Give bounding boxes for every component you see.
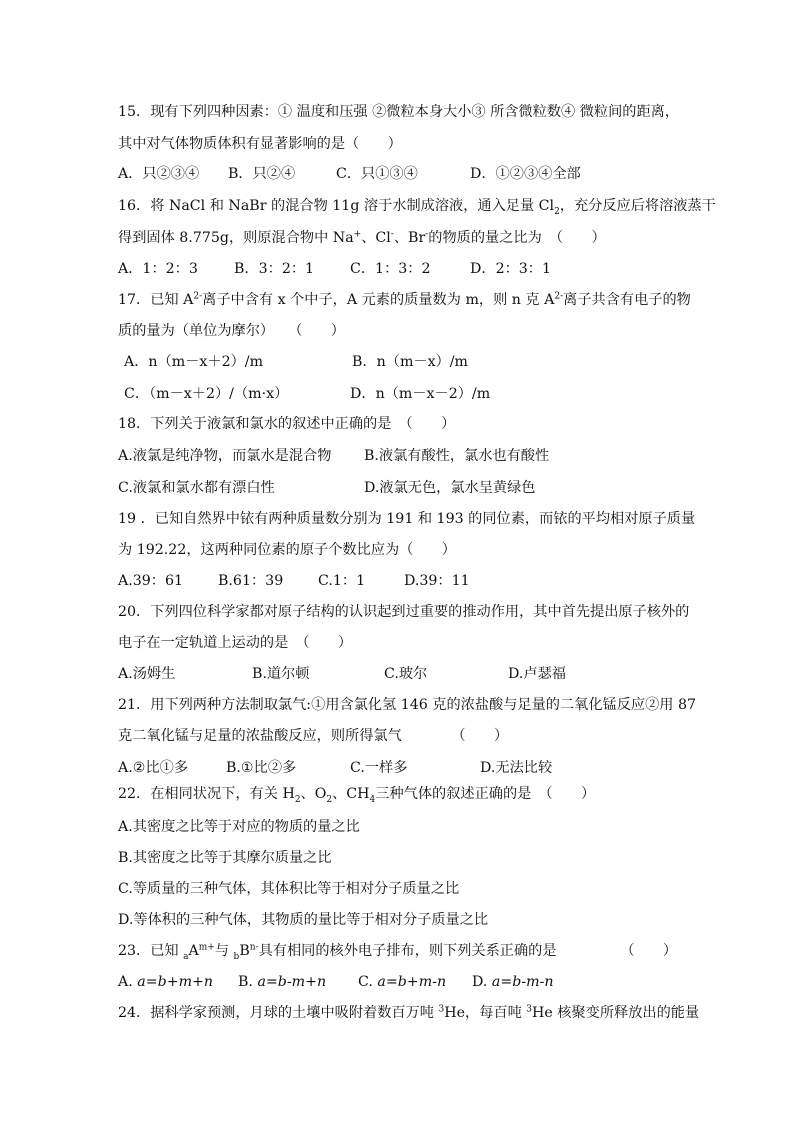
q21-option-c: C.一样多: [350, 760, 408, 776]
q24-text-b: He，每百吨: [444, 1005, 527, 1021]
q23-option-c-value: a=b+m-n: [377, 974, 447, 990]
q20-option-c: C.玻尔: [384, 666, 428, 682]
q24-line1: [118, 1003, 700, 1023]
q20-line2: 电子在一定轨道上运动的是 （ ）: [118, 635, 353, 651]
q24-sup1: 3: [438, 1004, 445, 1015]
q22-sub3: 4: [369, 794, 376, 805]
q23-option-b-value: a=b-m+n: [257, 974, 327, 990]
q23-option-c-label: C.: [358, 974, 378, 990]
q17-line1: [118, 290, 691, 310]
q17-text-a: 17．已知 A: [118, 292, 194, 308]
q22-text-c: 、CH: [332, 786, 370, 802]
q16-text-c: 得到固体 8.775g，则原混合物中 Na: [118, 230, 354, 246]
q24-sup2: 3: [526, 1004, 533, 1015]
q17-option-a: A．n（m－x＋2）/m: [124, 354, 264, 370]
q17-text-b: 离子中含有 x 个中子，A 元素的质量数为 m，则 n 克 A: [202, 292, 555, 308]
q18-option-d: D.液氯无色，氯水呈黄绿色: [364, 480, 536, 496]
q17-sup2: 2-: [554, 291, 564, 302]
q20-option-d: D.卢瑟福: [508, 666, 566, 682]
q23-option-b: [238, 972, 326, 992]
q21-option-b: B.①比②多: [226, 760, 297, 776]
q22-sub2: 2: [326, 794, 333, 805]
q22-option-a: A.其密度之比等于对应的物质的量之比: [118, 819, 360, 835]
q23-sup1: m+: [198, 942, 215, 953]
q16-sup1: +: [353, 229, 362, 240]
q23-text-d: B: [239, 943, 250, 959]
q23-option-a-value: a=b+m+n: [137, 974, 214, 990]
q16-sub: 2: [554, 206, 560, 217]
q15-line2: 其中对气体物质体积有显著影响的是（ ）: [118, 136, 402, 152]
q23-text-b: A: [188, 943, 199, 959]
q23-line1: [118, 941, 678, 961]
q22-text-d: 三种气体的叙述正确的是 （ ）: [375, 786, 596, 802]
q23-option-d: [472, 972, 554, 992]
q22-text-a: 22．在相同状况下，有关 H: [118, 786, 295, 802]
q23-option-c: [358, 972, 446, 992]
q17-option-d: D．n（m－x－2）/m: [350, 386, 491, 402]
q23-text-c: 与: [214, 943, 234, 959]
q23-sub2: b: [233, 951, 240, 962]
q24-text-c: He 核聚变所释放出的能量: [532, 1005, 700, 1021]
q23-text-e: 具有相同的核外电子排布，则下列关系正确的是 （ ）: [258, 943, 678, 959]
q15-line1: 15．现有下列四种因素：① 温度和压强 ②微粒本身大小③ 所含微粒数④ 微粒间的距离，: [118, 104, 680, 120]
q23-sup2: n-: [249, 942, 259, 953]
q16-text-a: 16．将 NaCl 和 NaBr 的混合物 11g 溶于水制成溶液，通入足量 Cl: [118, 198, 555, 214]
q24-text-a: 24．据科学家预测，月球的土壤中吸附着数百万吨: [118, 1005, 439, 1021]
q23-option-b-label: B.: [238, 974, 258, 990]
q16-line2: [118, 228, 678, 248]
q17-text-c: 离子共含有电子的物: [563, 292, 691, 308]
q16-sup2: -: [390, 229, 394, 240]
q19-option-a: A.39：61: [118, 573, 184, 589]
q16-text-b: ，充分反应后将溶液蒸干: [559, 198, 716, 214]
q16-text-d: 、Cl: [361, 230, 391, 246]
q23-option-a: [118, 972, 213, 992]
q17-line2: 质的量为（单位为摩尔） （ ）: [118, 323, 345, 339]
q18-option-c: C.液氯和氯水都有漂白性: [118, 480, 275, 496]
q16-option-b: B．3：2：1: [234, 261, 315, 277]
q20-option-a: A.汤姆生: [118, 666, 176, 682]
q18-option-b: B.液氯有酸性，氯水也有酸性: [364, 448, 550, 464]
q22-option-d: D.等体积的三种气体，其物质的量比等于相对分子质量之比: [118, 912, 489, 928]
q20-line1: 20．下列四位科学家都对原子结构的认识起到过重要的推动作用，其中首先提出原子核外的: [118, 604, 690, 620]
q21-option-d: D.无法比较: [480, 760, 553, 776]
q16-sup3: -: [425, 229, 429, 240]
q19-line2: 为 192.22，这两种同位素的原子个数比应为（ ）: [118, 542, 456, 558]
q19-line1: 19 ．已知自然界中铱有两种质量数分别为 191 和 193 的同位素，而铱的平均相对原子质量: [118, 511, 696, 527]
q22-option-c: C.等质量的三种气体，其体积比等于相对分子质量之比: [118, 881, 460, 897]
q16-text-f: 的物质的量之比为 （ ）: [428, 230, 606, 246]
q18-option-a: A.液氯是纯净物，而氯水是混合物: [118, 448, 332, 464]
q17-option-c: C．（m－x＋2）/（m·x）: [124, 386, 289, 402]
q16-line1: [118, 196, 716, 217]
q16-option-a: A．1：2：3: [118, 261, 198, 277]
q15-option-c: C．只①③④: [336, 166, 418, 182]
q16-option-d: D．2：3：1: [470, 261, 552, 277]
q17-sup1: 2-: [193, 291, 203, 302]
q19-option-c: C.1：1: [318, 573, 366, 589]
q21-line1: 21．用下列两种方法制取氯气:①用含氯化氢 146 克的浓盐酸与足量的二氧化锰反应②用 87: [118, 697, 697, 713]
q23-sub1: a: [183, 951, 189, 962]
q15-option-d: D．①②③④全部: [470, 166, 581, 182]
q19-option-d: D.39：11: [404, 573, 470, 589]
q16-text-e: 、Br: [393, 230, 426, 246]
q18-line1: 18．下列关于液氯和氯水的叙述中正确的是 （ ）: [118, 416, 456, 432]
q22-text-b: 、O: [300, 786, 327, 802]
q15-option-a: A．只②③④: [118, 166, 200, 182]
q19-option-b: B.61：39: [218, 573, 284, 589]
q22-option-b: B.其密度之比等于其摩尔质量之比: [118, 850, 332, 866]
q23-option-a-label: A.: [118, 974, 138, 990]
q22-sub1: 2: [294, 794, 301, 805]
q17-option-b: B．n（m－x）/m: [352, 354, 469, 370]
q21-line2: 克二氧化锰与足量的浓盐酸反应，则所得氯气 （ ）: [118, 728, 509, 744]
q23-text-a: 23．已知: [118, 943, 184, 959]
q20-option-b: B.道尔顿: [252, 666, 310, 682]
q23-option-d-label: D.: [472, 974, 492, 990]
q21-option-a: A.②比①多: [118, 760, 189, 776]
q22-line1: [118, 784, 678, 804]
q23-option-d-value: a=b-m-n: [491, 974, 554, 990]
q16-option-c: C．1：3：2: [350, 261, 431, 277]
q15-option-b: B．只②④: [228, 166, 296, 182]
